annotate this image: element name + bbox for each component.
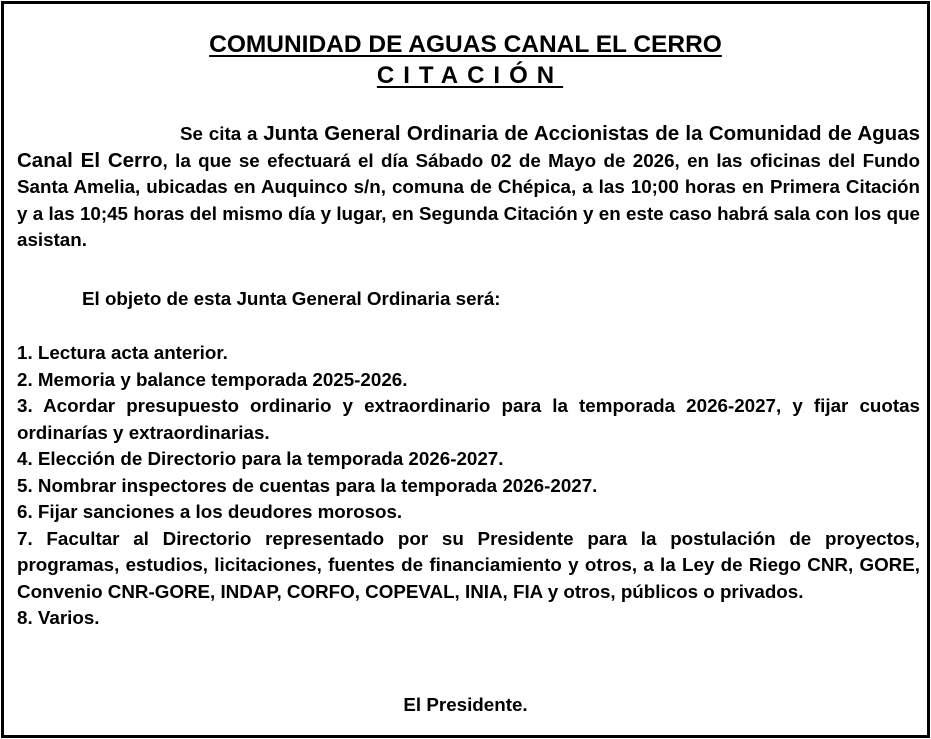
agenda-item: 3. Acordar presupuesto ordinario y extraordinario para la temporada 2026-2027, y fijar cuotas ordinarías y extraordinarias. xyxy=(17,395,920,443)
agenda-list xyxy=(17,340,920,632)
agenda-item: 4. Elección de Directorio para la temporada 2026-2027. xyxy=(17,448,504,469)
agenda-item: 8. Varios. xyxy=(17,607,100,628)
signature: El Presidente. xyxy=(403,694,528,715)
notice-subtitle: CITACIÓN xyxy=(376,62,564,89)
intro-highlight: Junta General Ordinaria de Accionistas de la Comunidad de Aguas Canal El Cerro xyxy=(17,122,921,172)
agenda-item: 5. Nombrar inspectores de cuentas para la temporada 2026-2027. xyxy=(17,474,598,496)
agenda-item: 1. Lectura acta anterior. xyxy=(17,342,228,363)
agenda-item: 7. Facultar al Directorio representado por su Presidente para la postulación de proyectos, programas, estudios, licitaciones, fuentes de financiamiento y otros, a la Ley de Riego CNR, GORE, Convenio CNR-GORE, INDAP, CORFO, COPEVAL, INIA, FIA y otros, públicos o privados. xyxy=(17,527,920,602)
notice-title: COMUNIDAD DE AGUAS CANAL EL CERRO xyxy=(209,31,722,58)
intro-paragraph xyxy=(17,121,920,254)
objeto-text: El objeto de esta Junta General Ordinaria será: xyxy=(82,288,501,309)
intro-lead: Se cita a xyxy=(180,123,264,144)
agenda-item: 2. Memoria y balance temporada 2025-2026. xyxy=(17,368,408,390)
intro-rest: , la que se efectuará el día Sábado 02 de Mayo de 2026, en las oficinas del Fundo Santa Amelia, ubicadas en Auquinco s/n, comuna de Chépica, a las 10;00 horas en Primera Citación y a las 10;45 horas del mismo día y lugar, en Segunda Citación y en este caso habrá sala con los que asistan. xyxy=(17,149,920,250)
objeto-line xyxy=(17,286,920,313)
notice-frame xyxy=(1,1,930,738)
agenda-item: 6. Fijar sanciones a los deudores morosos. xyxy=(17,501,403,522)
